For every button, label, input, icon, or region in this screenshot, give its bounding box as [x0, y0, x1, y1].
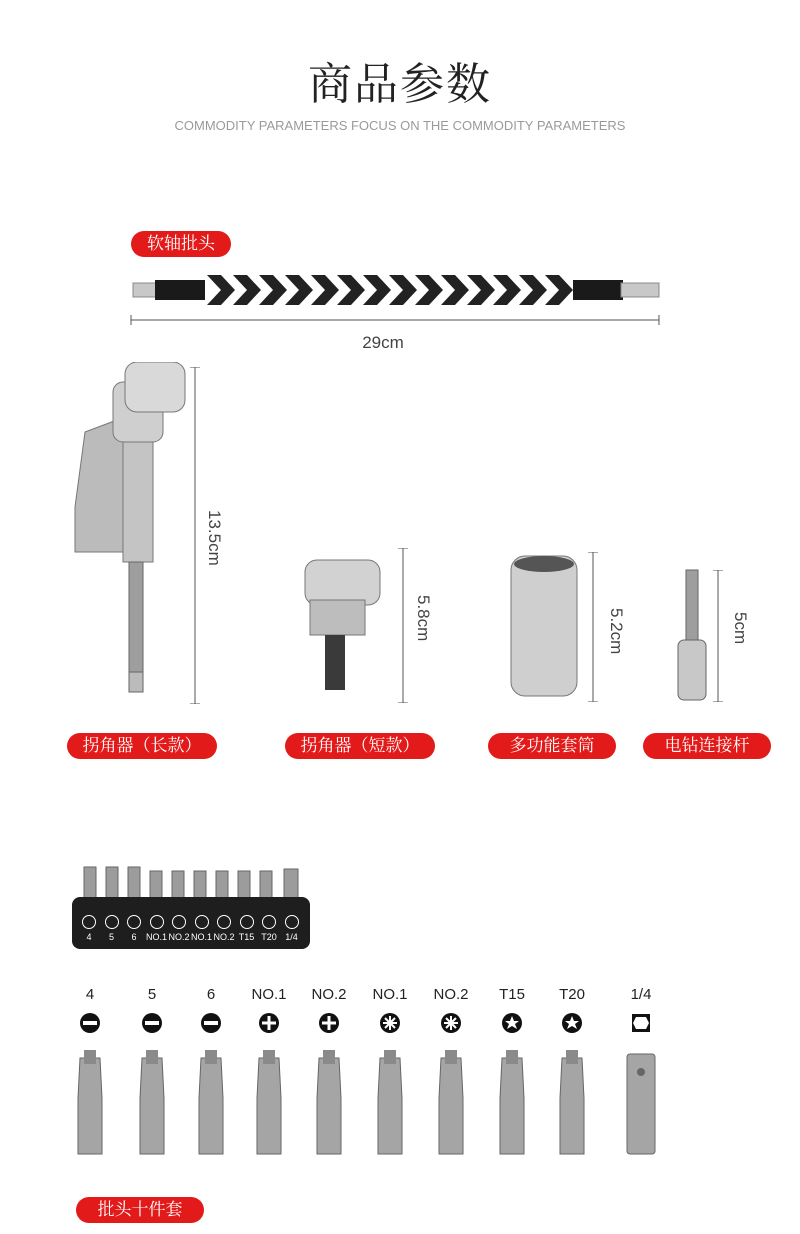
phillips-icon [258, 1012, 280, 1034]
bit-holder-label: T20 [261, 932, 277, 942]
bit-holder-symbol-icon [127, 915, 141, 929]
screwdriver-bit-image [134, 1048, 170, 1158]
short-adapter-size: 5.8cm [414, 595, 433, 642]
bit-label: 1/4 [630, 986, 652, 1003]
bit-holder-symbol-icon [195, 915, 209, 929]
bit-label: NO.2 [433, 986, 469, 1003]
bit-set-label: 批头十件套 [76, 1197, 204, 1223]
screwdriver-bit-image [72, 1048, 108, 1158]
flex-shaft-image [125, 265, 665, 335]
phillips-icon [318, 1012, 340, 1034]
screwdriver-bit-image [623, 1048, 659, 1158]
bit-holder-label: NO.1 [145, 932, 167, 942]
short-angle-adapter-label: 拐角器（短款） [285, 733, 435, 759]
bit-label: NO.1 [251, 986, 287, 1003]
screwdriver-bit-image [433, 1048, 469, 1158]
pozidriv-icon [379, 1012, 401, 1034]
slot-icon [79, 1012, 101, 1034]
screwdriver-bit-image [494, 1048, 530, 1158]
bit-label: 4 [85, 986, 95, 1003]
long-adapter-dimension-line [188, 367, 202, 704]
universal-socket-image [505, 550, 585, 700]
screwdriver-bit-image [193, 1048, 229, 1158]
page-subtitle: COMMODITY PARAMETERS FOCUS ON THE COMMODITY PARAMETERS [174, 118, 626, 133]
bit-label: T15 [499, 986, 525, 1003]
rod-size: 5cm [731, 612, 750, 645]
slot-icon [141, 1012, 163, 1034]
bit-holder-symbol-icon [82, 915, 96, 929]
bit-holder-label: NO.2 [168, 932, 190, 942]
bit-label: 5 [147, 986, 157, 1003]
flex-shaft-label: 软轴批头 [131, 231, 231, 257]
bit-holder-symbol-icon [150, 915, 164, 929]
hex-icon [630, 1012, 652, 1034]
slot-icon [200, 1012, 222, 1034]
long-adapter-size: 13.5cm [205, 510, 224, 566]
bit-label: NO.2 [311, 986, 347, 1003]
drill-extension-rod-image [672, 568, 712, 703]
bit-holder-symbol-icon [105, 915, 119, 929]
bit-holder-label: NO.1 [190, 932, 212, 942]
page-title: 商品参数 [308, 59, 492, 110]
socket-size: 5.2cm [607, 608, 626, 655]
bit-holder-symbol-icon [240, 915, 254, 929]
bit-holder-label: T15 [238, 932, 255, 942]
bit-holder-symbol-icon [285, 915, 299, 929]
bit-label: T20 [559, 986, 585, 1003]
screwdriver-bit-image [554, 1048, 590, 1158]
bit-label: NO.1 [372, 986, 408, 1003]
socket-dimension-line [586, 552, 600, 702]
long-angle-adapter-label: 拐角器（长款） [67, 733, 217, 759]
flex-shaft-length: 29cm [362, 333, 404, 352]
screwdriver-bit-image [251, 1048, 287, 1158]
bit-holder-label: 1/4 [285, 932, 298, 942]
bit-holder-symbol-icon [217, 915, 231, 929]
bit-holder-label: 4 [86, 932, 92, 942]
rod-dimension-line [711, 570, 725, 702]
long-angle-adapter-image [65, 362, 205, 707]
bit-holder-label: NO.2 [213, 932, 235, 942]
bit-holder-symbol-icon [262, 915, 276, 929]
pozidriv-icon [440, 1012, 462, 1034]
bit-holder [72, 865, 312, 950]
screwdriver-bit-image [311, 1048, 347, 1158]
short-angle-adapter-image [300, 555, 390, 705]
short-adapter-dimension-line [396, 548, 410, 703]
bit-holder-label: 5 [108, 932, 114, 942]
torx-icon [561, 1012, 583, 1034]
bit-label: 6 [206, 986, 216, 1003]
torx-icon [501, 1012, 523, 1034]
universal-socket-label: 多功能套筒 [488, 733, 616, 759]
drill-extension-rod-label: 电钻连接杆 [643, 733, 771, 759]
bit-holder-symbol-icon [172, 915, 186, 929]
bit-holder-label: 6 [131, 932, 137, 942]
screwdriver-bit-image [372, 1048, 408, 1158]
